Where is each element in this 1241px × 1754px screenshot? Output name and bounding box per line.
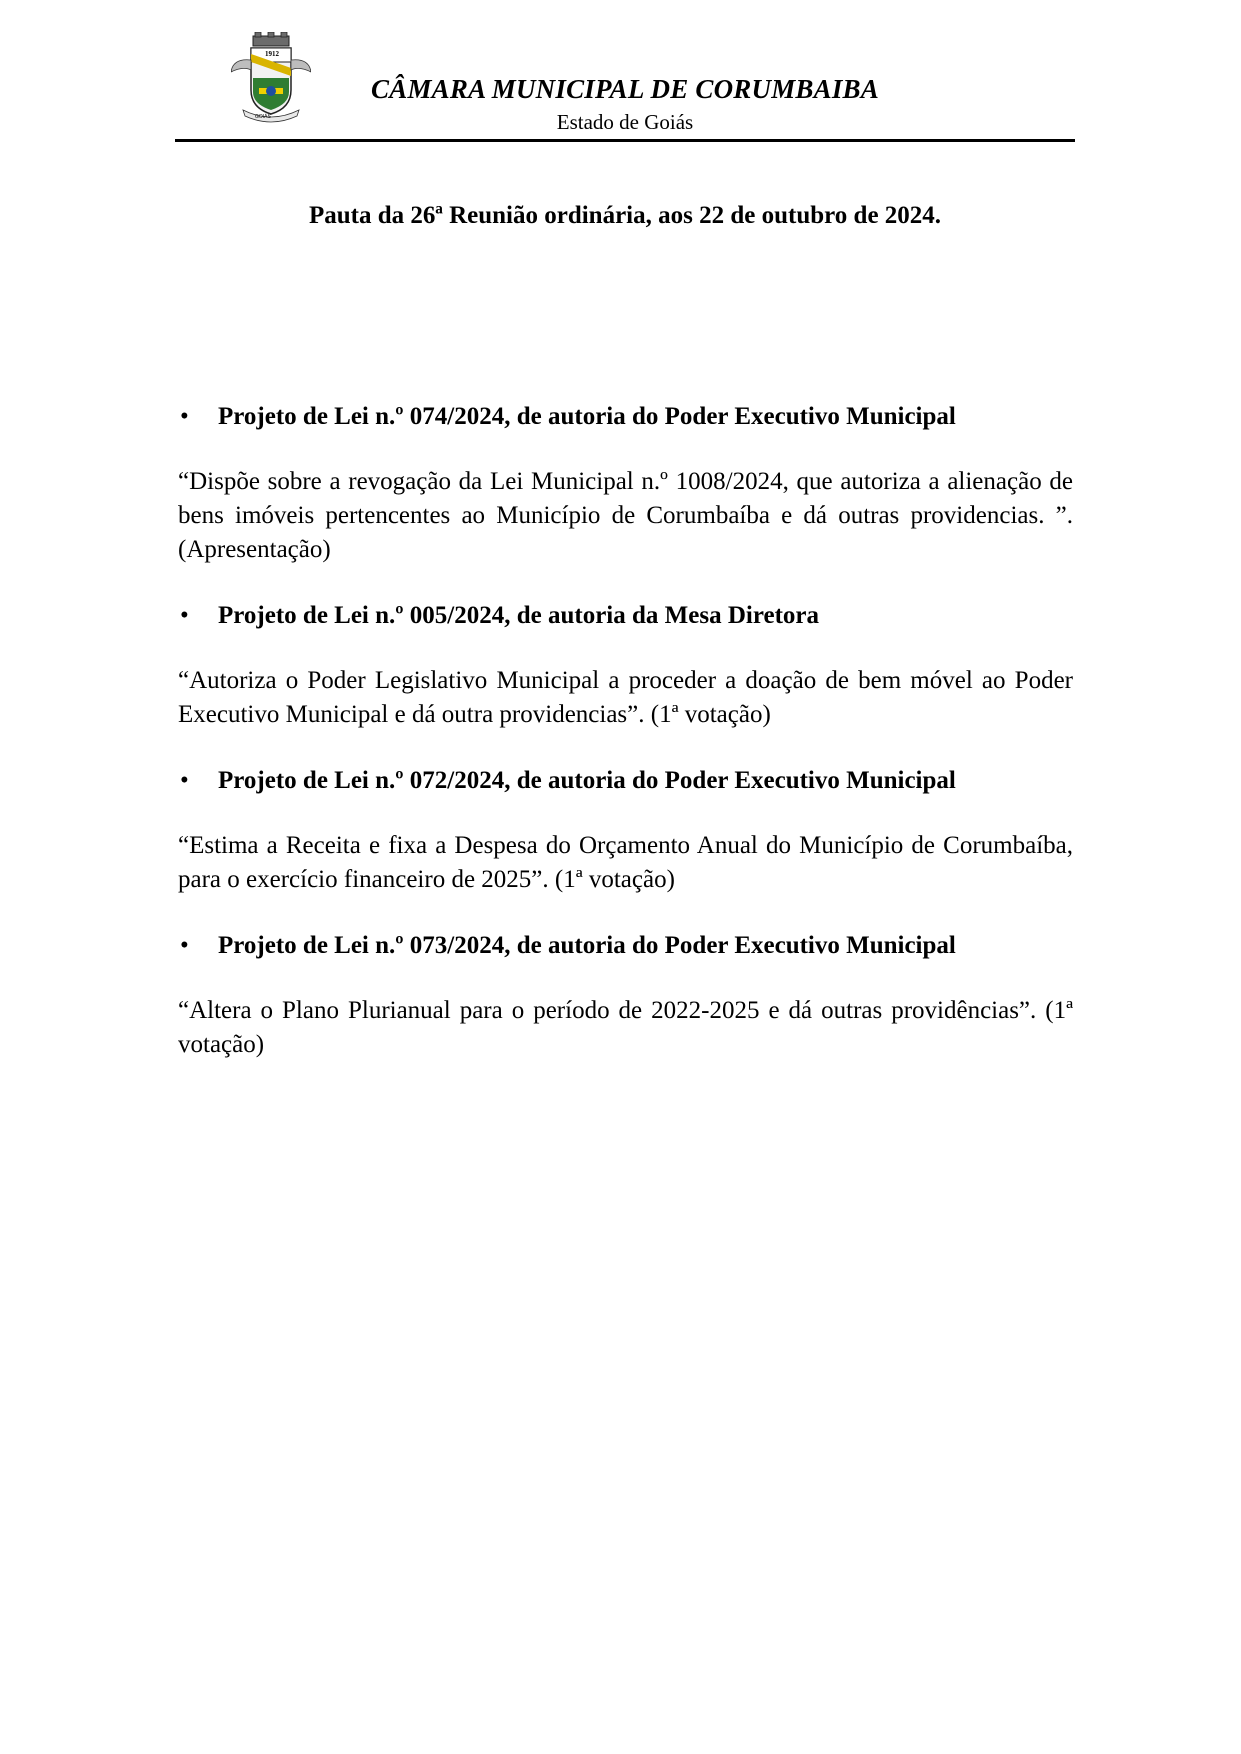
agenda-item-description: “Dispõe sobre a revogação da Lei Municipal n.º 1008/2024, que autoriza a alienação de bens imóveis pertencentes ao Município de Corumbaíba e dá outras providencias. ”. (Apresentação) xyxy=(178,468,1073,563)
agenda-item xyxy=(178,599,1073,732)
agenda-list xyxy=(178,400,1073,1062)
crest-year-label: 1912 xyxy=(265,50,279,58)
agenda-item-description: “Altera o Plano Plurianual para o período de 2022-2025 e dá outras providências”. (1ª votação) xyxy=(178,997,1073,1058)
institution-subtitle: Estado de Goiás xyxy=(556,110,694,134)
bullet-icon: • xyxy=(180,932,189,959)
agenda-item-heading xyxy=(178,764,1073,798)
header-divider xyxy=(175,139,1075,142)
crest-banner-label: GOIÁS xyxy=(255,114,271,120)
agenda-item-heading-text: Projeto de Lei n.º 073/2024, de autoria do Poder Executivo Municipal xyxy=(218,932,956,959)
agenda-title: Pauta da 26ª Reunião ordinária, aos 22 de outubro de 2024. xyxy=(308,202,942,229)
agenda-item-heading-text: Projeto de Lei n.º 074/2024, de autoria do Poder Executivo Municipal xyxy=(218,403,956,430)
agenda-item-heading xyxy=(178,400,1073,434)
agenda-item-description: “Estima a Receita e fixa a Despesa do Orçamento Anual do Município de Corumbaíba, para o exercício financeiro de 2025”. (1ª votação) xyxy=(178,832,1073,893)
bullet-icon: • xyxy=(180,403,189,430)
bullet-icon: • xyxy=(180,602,189,629)
agenda-item-heading xyxy=(178,599,1073,633)
agenda-item-heading xyxy=(178,929,1073,963)
institution-title: CÂMARA MUNICIPAL DE CORUMBAIBA xyxy=(371,74,879,104)
agenda-item-heading-text: Projeto de Lei n.º 005/2024, de autoria da Mesa Diretora xyxy=(218,602,819,629)
agenda-item-description: “Autoriza o Poder Legislativo Municipal a proceder a doação de bem móvel ao Poder Executivo Municipal e dá outra providencias”. (1ª votação) xyxy=(178,667,1073,728)
bullet-icon: • xyxy=(180,767,189,794)
letterhead xyxy=(175,32,1075,142)
agenda-item xyxy=(178,764,1073,897)
agenda-item-heading-text: Projeto de Lei n.º 072/2024, de autoria do Poder Executivo Municipal xyxy=(218,767,956,794)
agenda-item xyxy=(178,929,1073,1062)
agenda-item xyxy=(178,400,1073,567)
